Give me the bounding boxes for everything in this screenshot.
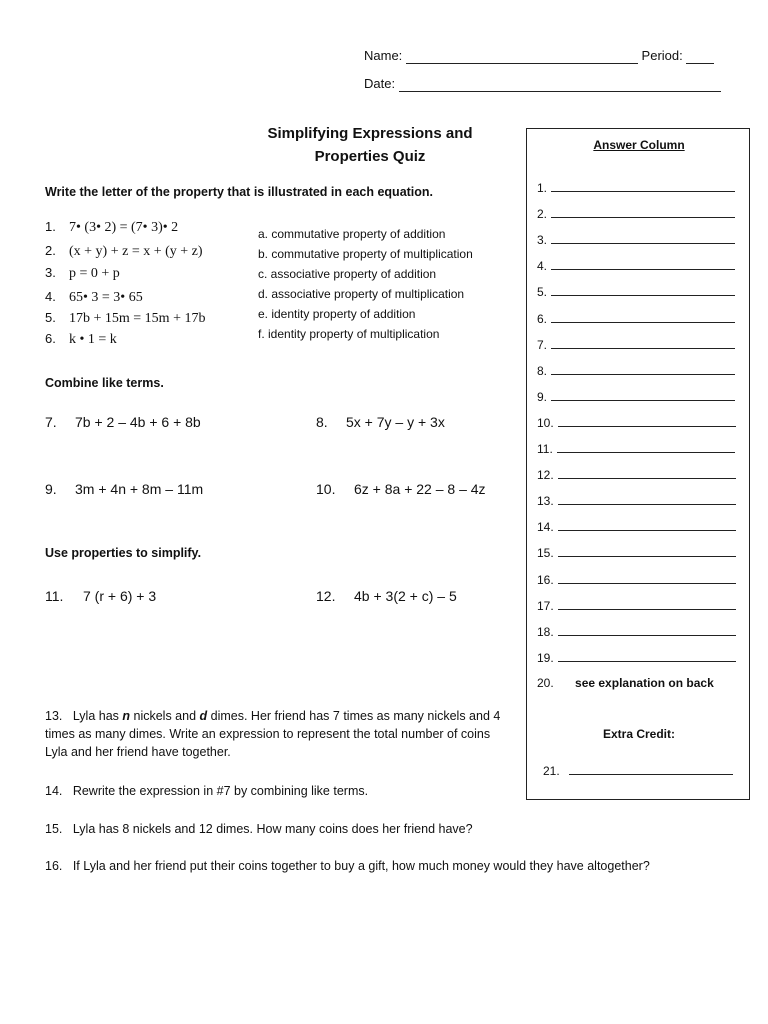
problem-7 (45, 414, 201, 430)
problem-number: 10. (316, 481, 336, 497)
answer-blank[interactable] (558, 650, 736, 662)
equation-number: 2. (45, 243, 56, 258)
name-label: Name: (364, 48, 403, 63)
answer-line[interactable] (537, 493, 736, 508)
title-line-1: Simplifying Expressions and (267, 125, 473, 142)
answer-line[interactable] (537, 258, 735, 273)
problem-10 (316, 481, 486, 497)
question-text: Lyla has 8 nickels and 12 dimes. How many coins does her friend have? (72, 822, 473, 836)
answer-blank[interactable] (557, 441, 735, 453)
answer-number: 4. (537, 259, 548, 274)
answer-blank[interactable] (558, 467, 736, 479)
answer-number: 6. (537, 311, 548, 326)
question-number: 14. (45, 784, 63, 798)
equation-expr: 65• 3 = 3• 65 (69, 290, 143, 305)
question-13 (45, 707, 507, 761)
answer-line[interactable] (537, 519, 736, 534)
equation-expr: (x + y) + z = x + (y + z) (69, 244, 203, 259)
answer-blank[interactable] (558, 519, 736, 531)
property-a: a. commutative property of addition (258, 227, 446, 241)
answer-line[interactable] (537, 545, 736, 560)
answer-blank[interactable] (558, 624, 736, 636)
problem-number: 12. (316, 588, 336, 604)
problem-12 (316, 588, 457, 604)
equation-6 (45, 331, 117, 348)
problem-number: 7. (45, 414, 57, 430)
equation-number: 5. (45, 310, 56, 325)
extra-credit-label: Extra Credit: (602, 727, 676, 741)
problem-8 (316, 414, 445, 430)
answer-line[interactable] (537, 624, 736, 639)
page-title (250, 122, 490, 168)
answer-line[interactable] (537, 572, 736, 587)
answer-blank[interactable] (551, 363, 735, 375)
problem-expr: 3m + 4n + 8m – 11m (75, 481, 204, 497)
name-field (364, 48, 714, 64)
problem-expr: 4b + 3(2 + c) – 5 (354, 588, 457, 604)
problem-expr: 7b + 2 – 4b + 6 + 8b (75, 414, 201, 430)
answer-line-20 (537, 676, 714, 690)
answer-blank[interactable] (551, 232, 735, 244)
answer-line[interactable] (537, 389, 735, 404)
answer-line[interactable] (537, 650, 736, 665)
answer-number: 9. (537, 389, 548, 404)
property-f: f. identity property of multiplication (258, 327, 440, 341)
date-label: Date: (364, 76, 396, 91)
question-number: 16. (45, 859, 63, 873)
answer-line[interactable] (537, 598, 736, 613)
date-field (364, 76, 721, 92)
answer-number: 21. (543, 764, 560, 778)
problem-11 (45, 588, 156, 604)
variable-d: d (199, 709, 208, 723)
equation-expr: p = 0 + p (69, 266, 120, 281)
question-14 (45, 782, 368, 800)
property-e: e. identity property of addition (258, 307, 416, 321)
answer-number: 13. (537, 494, 554, 509)
answer-column (526, 128, 750, 800)
equation-number: 3. (45, 265, 56, 280)
property-d: d. associative property of multiplication (258, 287, 465, 301)
answer-number: 11. (537, 442, 553, 456)
answer-number: 3. (537, 233, 548, 248)
equation-expr: k • 1 = k (69, 332, 117, 347)
answer-blank[interactable] (551, 206, 735, 218)
answer-number: 16. (537, 572, 554, 587)
answer-number: 14. (537, 520, 554, 535)
variable-n: n (122, 709, 131, 723)
answer-number: 17. (537, 598, 554, 613)
equation-2 (45, 243, 203, 260)
answer-blank[interactable] (569, 763, 733, 775)
answer-number: 2. (537, 207, 548, 222)
answer-number: 15. (537, 546, 554, 561)
answer-line[interactable] (537, 441, 735, 456)
title-line-2: Properties Quiz (314, 148, 426, 165)
answer-line-21[interactable] (543, 763, 733, 778)
answer-line[interactable] (537, 232, 735, 247)
answer-number: 10. (537, 415, 554, 430)
question-text-post: dimes. Her friend has 7 times as many nickels and 4 times as many dimes. Write an expression to represent the total number of coins Lyla and her friend have together. (45, 709, 501, 759)
answer-blank[interactable] (551, 284, 735, 296)
answer-line[interactable] (537, 206, 735, 221)
answer-blank[interactable] (551, 311, 735, 323)
answer-line[interactable] (537, 467, 736, 482)
answer-number: 19. (537, 650, 554, 665)
equation-5 (45, 310, 205, 327)
equation-expr: 7• (3• 2) = (7• 3)• 2 (69, 220, 179, 235)
answer-number: 5. (537, 285, 548, 300)
section2-instruction: Combine like terms. (45, 376, 164, 390)
equation-expr: 17b + 15m = 15m + 17b (69, 311, 206, 326)
question-15 (45, 820, 473, 838)
problem-expr: 7 (r + 6) + 3 (83, 588, 157, 604)
equation-3 (45, 265, 120, 282)
answer-blank[interactable] (551, 180, 735, 192)
problem-number: 11. (45, 588, 64, 604)
answer-line[interactable] (537, 337, 735, 352)
answer-number: 20. (537, 676, 554, 690)
question-text: If Lyla and her friend put their coins together to buy a gift, how much money would they have altogether? (72, 859, 650, 873)
period-label: Period: (641, 48, 683, 63)
property-b: b. commutative property of multiplication (258, 247, 473, 261)
answer-number: 7. (537, 337, 548, 352)
name-blank (406, 48, 638, 64)
question-text-mid: nickels and (130, 709, 200, 723)
answer-number: 1. (537, 181, 548, 195)
answer-20-note: see explanation on back (575, 676, 714, 690)
problem-number: 8. (316, 414, 328, 430)
equation-number: 6. (45, 331, 56, 346)
equation-number: 4. (45, 289, 56, 304)
equation-1 (45, 219, 178, 236)
answer-blank[interactable] (558, 493, 736, 505)
answer-number: 8. (537, 363, 548, 378)
answer-blank[interactable] (551, 337, 735, 349)
problem-9 (45, 481, 203, 497)
question-number: 13. (45, 709, 63, 723)
property-c: c. associative property of addition (258, 267, 437, 281)
equation-4 (45, 289, 143, 306)
answer-number: 18. (537, 624, 554, 639)
section1-instruction: Write the letter of the property that is illustrated in each equation. (45, 185, 434, 199)
question-number: 15. (45, 822, 63, 836)
answer-column-title: Answer Column (593, 138, 685, 152)
question-text: Rewrite the expression in #7 by combining like terms. (72, 784, 369, 798)
problem-expr: 6z + 8a + 22 – 8 – 4z (354, 481, 486, 497)
answer-line[interactable] (537, 311, 735, 326)
answer-blank[interactable] (558, 545, 736, 557)
question-text-pre: Lyla has (72, 709, 123, 723)
answer-blank[interactable] (551, 258, 735, 270)
answer-line[interactable] (537, 284, 735, 299)
problem-expr: 5x + 7y – y + 3x (346, 414, 445, 430)
answer-line[interactable] (537, 415, 736, 430)
equation-number: 1. (45, 219, 56, 234)
answer-blank[interactable] (558, 415, 736, 427)
date-blank (399, 76, 721, 92)
answer-line[interactable] (537, 363, 735, 378)
period-blank (686, 48, 714, 64)
question-16 (45, 857, 745, 875)
problem-number: 9. (45, 481, 57, 497)
answer-number: 12. (537, 468, 554, 483)
answer-blank[interactable] (558, 572, 736, 584)
answer-blank[interactable] (551, 389, 735, 401)
section3-instruction: Use properties to simplify. (45, 546, 202, 560)
answer-line[interactable] (537, 180, 735, 195)
answer-blank[interactable] (558, 598, 736, 610)
